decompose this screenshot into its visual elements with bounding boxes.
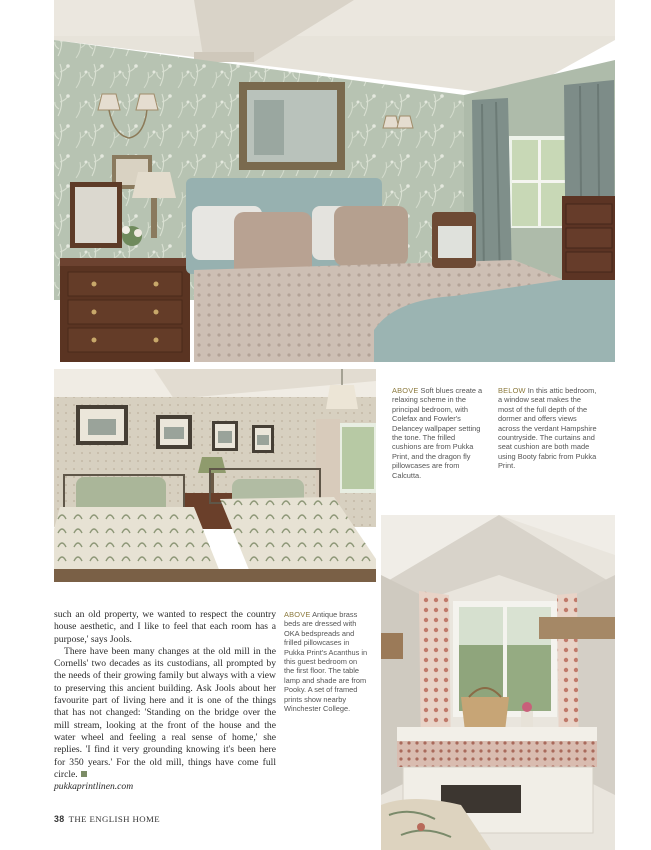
body-paragraph-2: [54, 646, 276, 781]
body-paragraph-2-text: There have been many changes at the old mill in the Cornells' two decades as its custodians, all prompted by the needs of their growing family but always with a view to preserving this ancient building. Ask Jools about her favourite part of living here and it is one of the things that has not changed: 'Standing on the bridge over the mill stream, looking at the front of the house and the water wheel and feeling a real sense of home,' she replies. 'I find it very grounding knowing it's been here for 350 years.' For the old mill, things have come full circle.: [54, 645, 276, 780]
caption-below-lead: BELOW: [498, 386, 526, 395]
attic-bedroom-photo: [381, 515, 615, 850]
body-paragraph-1: such an old property, we wanted to respect the country house aesthetic, and I like to feel that each room has a purpose,' says Jools.: [54, 609, 276, 645]
website-credit: pukkaprintlinen.com: [54, 781, 134, 793]
main-bedroom-photo: [54, 0, 615, 362]
caption-above-lead: ABOVE: [392, 386, 419, 395]
end-square-icon: [81, 771, 87, 777]
twin-bedroom-photo: [54, 369, 376, 582]
page-folio: [54, 814, 160, 824]
caption-below-text: In this attic bedroom, a window seat makes the most of the full depth of the dormer and offers views across the verdant Hampshire countryside. The curtains and seat cushion are both made using Booty fabric from Pukka Print.: [498, 386, 597, 471]
page-number: 38: [54, 814, 65, 824]
caption-above-antique: [284, 610, 368, 713]
article-body: [54, 609, 276, 793]
caption-above: [392, 386, 486, 480]
caption-antique-text: Antique brass beds are dressed with OKA bedspreads and frilled pillowcases in Pukka Print's Acanthus in this guest bedroom on the first floor. The table lamp and shade are from Pooky. A set of framed prints show nearby Winchester College.: [284, 610, 368, 714]
caption-antique-lead: ABOVE: [284, 610, 311, 619]
caption-below: [498, 386, 598, 471]
caption-above-text: Soft blues create a relaxing scheme in the principal bedroom, with Colefax and Fowler's Delancey wallpaper setting the tone. The frilled cushions are from Pukka Print, and the dragon fly pillowcases are from Calcutta.: [392, 386, 483, 480]
magazine-name: THE ENGLISH HOME: [68, 814, 161, 824]
